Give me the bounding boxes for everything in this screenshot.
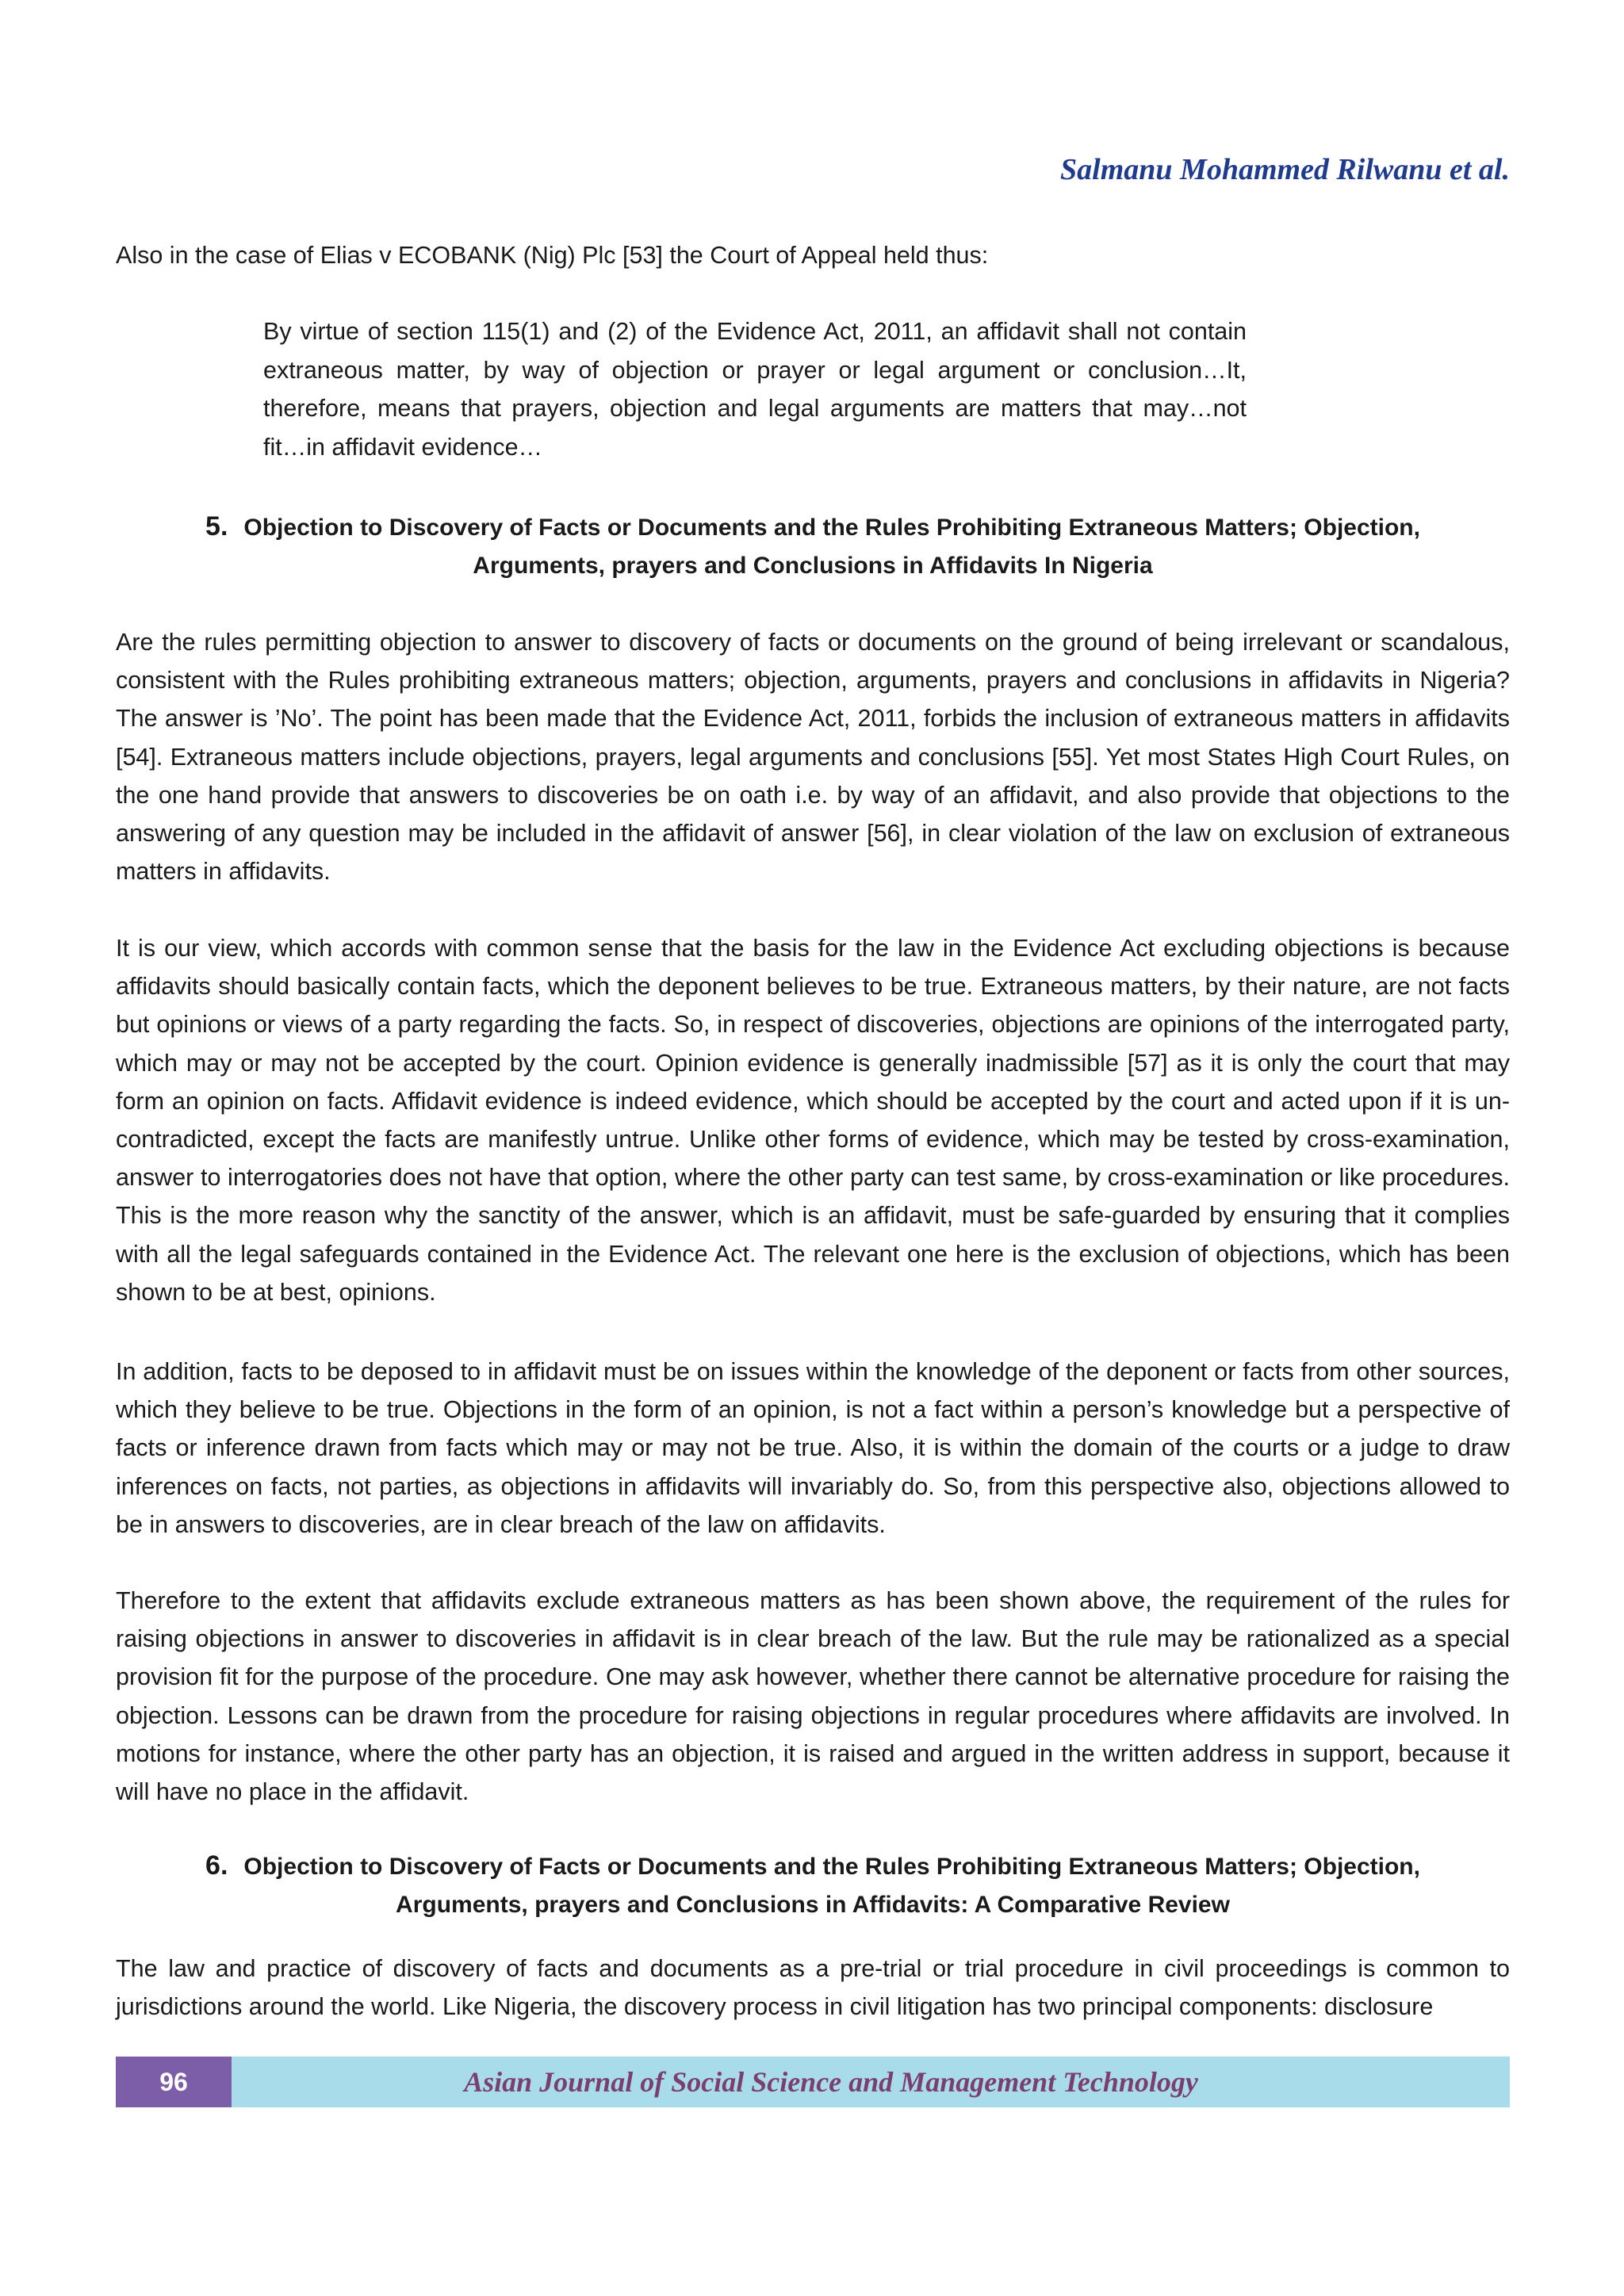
section-6-title-line2: Arguments, prayers and Conclusions in Affidavits: A Comparative Review — [396, 1892, 1230, 1918]
journal-title: Asian Journal of Social Science and Management Technology — [232, 2057, 1510, 2107]
running-head: Salmanu Mohammed Rilwanu et al. — [1060, 153, 1510, 186]
paragraph-1: Are the rules permitting objection to answer to discovery of facts or documents on the ground of being irrelevant or scandalous, consistent with the Rules prohibiting extraneous matters; objection, arguments, prayers and conclusions in affidavits in Nigeria? The answer is ’No’. The point has been made that the Evidence Act, 2011, forbids the inclusion of extraneous matters in affidavits [54]. Extraneous matters include objections, prayers, legal arguments and conclusions [55]. Yet most States High Court Rules, on the one hand provide that answers to discoveries be on oath i.e. by way of an affidavit, and also provide that objections to the answering of any question may be included in the affidavit of answer [56], in clear violation of the law on exclusion of extraneous matters in affidavits. — [116, 629, 1510, 886]
paragraph-2: It is our view, which accords with common sense that the basis for the law in the Evidence Act excluding objections is because affidavits should basically contain facts, which the deponent believes to be true. Extraneous matters, by their nature, are not facts but opinions or views of a party regarding the facts. So, in respect of discoveries, objections are opinions of the interrogated party, which may or may not be accepted by the court. Opinion evidence is generally inadmissible [57] as it is only the court that may form an opinion on facts. Affidavit evidence is indeed evidence, which should be accepted by the court and acted upon if it is un-contradicted, except the facts are manifestly untrue. Unlike other forms of evidence, which may be tested by cross-examination, answer to interrogatories does not have that option, where the other party can test same, by cross-examination or like procedures. This is the more reason why the sanctity of the answer, which is an affidavit, must be safe-guarded by ensuring that it complies with all the legal safeguards contained in the Evidence Act. The relevant one here is the exclusion of objections, which has been shown to be at best, opinions. — [116, 935, 1510, 1306]
section-5-title-line2: Arguments, prayers and Conclusions in Affidavits In Nigeria — [473, 553, 1153, 579]
section-6-heading — [116, 1846, 1510, 1924]
section-6-title-line1: Objection to Discovery of Facts or Documents and the Rules Prohibiting Extraneous Matters; Objection, — [243, 1854, 1420, 1880]
block-quote: By virtue of section 115(1) and (2) of the Evidence Act, 2011, an affidavit shall not contain extraneous matter, by way of objection or prayer or legal argument or conclusion…It, therefore, means that prayers, objection and legal arguments are matters that may…not fit…in affidavit evidence… — [263, 318, 1247, 461]
paragraph-4: Therefore to the extent that affidavits exclude extraneous matters as has been shown above, the requirement of the rules for raising objections in answer to discoveries in affidavit is in clear breach of the law. But the rule may be rationalized as a special provision fit for the purpose of the procedure. One may ask however, whether there cannot be alternative procedure for raising the objection. Lessons can be drawn from the procedure for raising objections in regular procedures where affidavits are involved. In motions for instance, where the other party has an objection, it is raised and argued in the written address in support, because it will have no place in the affidavit. — [116, 1587, 1510, 1806]
page-footer — [116, 2057, 1510, 2107]
intro-paragraph: Also in the case of Elias v ECOBANK (Nig) Plc [53] the Court of Appeal held thus: — [116, 242, 989, 269]
section-5-title-line1: Objection to Discovery of Facts or Documents and the Rules Prohibiting Extraneous Matters; Objection, — [243, 515, 1420, 541]
paragraph-5: The law and practice of discovery of facts and documents as a pre-trial or trial procedure in civil proceedings is common to jurisdictions around the world. Like Nigeria, the discovery process in civil litigation has two principal components: disclosure — [116, 1955, 1510, 2021]
section-6-number: 6. — [205, 1850, 228, 1881]
page-number: 96 — [116, 2057, 232, 2107]
section-5-heading — [116, 507, 1510, 585]
section-5-heading-line1 — [116, 507, 1510, 547]
section-5-number: 5. — [205, 511, 228, 541]
section-6-heading-line1 — [116, 1846, 1510, 1886]
paragraph-3: In addition, facts to be deposed to in affidavit must be on issues within the knowledge of the deponent or facts from other sources, which they believe to be true. Objections in the form of an opinion, is not a fact within a person’s knowledge but a perspective of facts or inference drawn from facts which may or may not be true. Also, it is within the domain of the courts or a judge to draw inferences on facts, not parties, as objections in affidavits will invariably do. So, from this perspective also, objections allowed to be in answers to discoveries, are in clear breach of the law on affidavits. — [116, 1358, 1510, 1538]
